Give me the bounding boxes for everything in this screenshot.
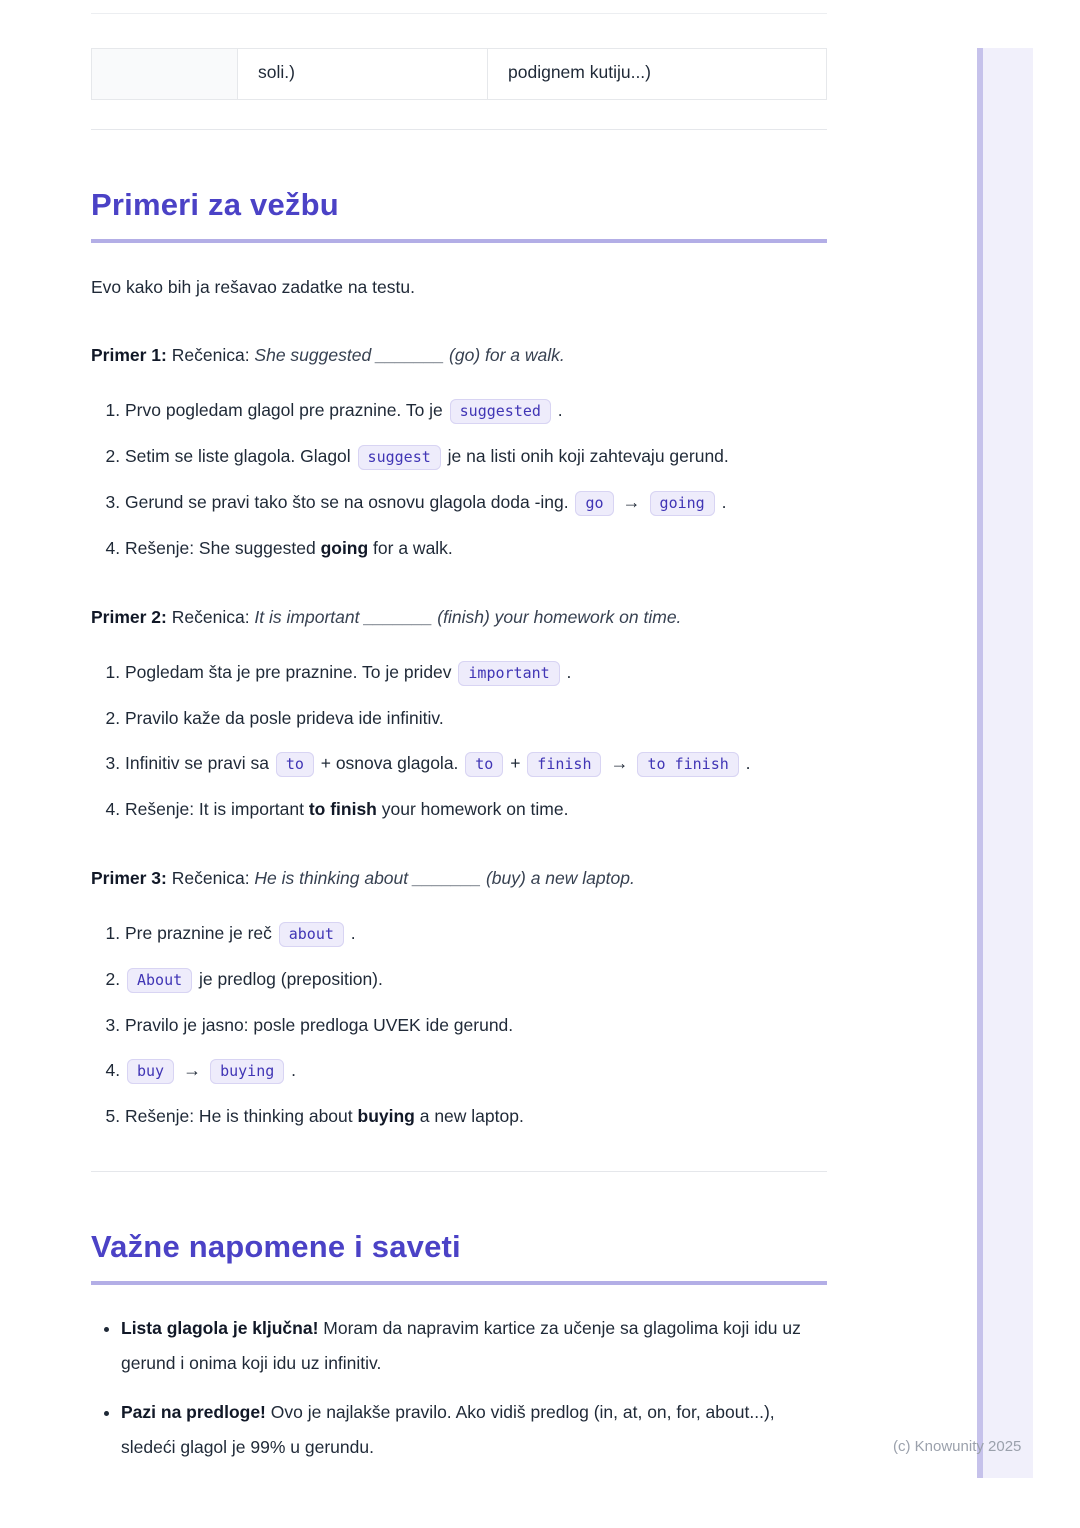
code-badge: About: [127, 968, 192, 993]
code-badge: buy: [127, 1059, 174, 1084]
code-badge: buying: [210, 1059, 284, 1084]
example-prefix: Rečenica:: [171, 345, 255, 365]
code-badge: important: [458, 661, 559, 686]
example-step: 4. Rešenje: She suggested going for a walk.: [125, 533, 827, 563]
example-label: Primer 1:: [91, 345, 172, 365]
table-cell-soli: soli.): [237, 49, 487, 99]
watermark-text: (c) Knowunity 2025: [893, 1438, 1022, 1455]
practice-section-title: Primeri za vežbu: [91, 185, 827, 243]
solution-word: buying: [357, 1106, 415, 1126]
example-step: 1. Pre praznine je reč about .: [125, 918, 827, 949]
note-item: • Lista glagola je ključna! Moram da napravim kartice za učenje sa glagolima koji idu uz gerund i onima koji idu uz infinitiv.: [121, 1311, 827, 1381]
example-block: [91, 864, 827, 1131]
example-steps-list: [91, 918, 827, 1131]
scrollbar-track[interactable]: [983, 48, 1033, 1478]
code-badge: to: [276, 752, 314, 777]
example-step: 3. Infinitiv se pravi sa to + osnova glagola. to + finish → to finish .: [125, 748, 827, 779]
section-divider: [91, 129, 827, 130]
example-label: Primer 3:: [91, 868, 172, 888]
example-step: 2. About je predlog (preposition).: [125, 964, 827, 995]
code-badge: to finish: [637, 752, 738, 777]
solution-word: going: [320, 538, 369, 558]
practice-intro-text: Evo kako bih ja rešavao zadatke na testu.: [91, 277, 415, 297]
notes-section-title: Važne napomene i saveti: [91, 1227, 827, 1285]
notes-list: [91, 1311, 827, 1465]
code-badge: suggest: [358, 445, 441, 470]
example-prefix: Rečenica:: [171, 868, 255, 888]
code-badge: go: [575, 491, 613, 516]
arrow-icon: →: [183, 1060, 202, 1080]
examples-container: [91, 341, 827, 1131]
example-block: [91, 341, 827, 563]
code-badge: to: [465, 752, 503, 777]
example-step: 1. Prvo pogledam glagol pre praznine. To je suggested .: [125, 395, 827, 426]
table-cell-podignem: podignem kutiju...): [487, 49, 827, 99]
example-step: 4. Rešenje: It is important to finish your homework on time.: [125, 794, 827, 824]
example-step: 3. Gerund se pravi tako što se na osnovu glagola doda -ing. go → going .: [125, 487, 827, 518]
code-badge: going: [650, 491, 715, 516]
example-steps-list: [91, 657, 827, 824]
code-badge: finish: [527, 752, 601, 777]
example-steps-list: [91, 395, 827, 563]
example-sentence: It is important _______ (finish) your homework on time.: [254, 607, 682, 627]
example-step: 1. Pogledam šta je pre praznine. To je pridev important .: [125, 657, 827, 688]
note-item: • Pazi na predloge! Ovo je najlakše pravilo. Ako vidiš predlog (in, at, on, for, about...), sledeći glagol je 99% u gerundu.: [121, 1395, 827, 1465]
example-step: 3. Pravilo je jasno: posle predloga UVEK ide gerund.: [125, 1010, 827, 1040]
example-step: 2. Pravilo kaže da posle prideva ide infinitiv.: [125, 703, 827, 733]
example-step: 5. Rešenje: He is thinking about buying a new laptop.: [125, 1101, 827, 1131]
code-badge: about: [279, 922, 344, 947]
example-heading: [91, 864, 827, 892]
scrollbar-thumb[interactable]: [977, 48, 983, 1478]
example-label: Primer 2:: [91, 607, 172, 627]
example-prefix: Rečenica:: [171, 607, 255, 627]
example-sentence: She suggested _______ (go) for a walk.: [254, 345, 565, 365]
example-heading: [91, 341, 827, 369]
example-sentence: He is thinking about _______ (buy) a new laptop.: [254, 868, 635, 888]
example-step: 4. buy → buying .: [125, 1055, 827, 1086]
solution-word: to finish: [308, 799, 377, 819]
arrow-icon: →: [622, 492, 641, 512]
note-bold-lead: Pazi na predloge!: [121, 1402, 266, 1422]
example-heading: [91, 603, 827, 631]
arrow-icon: →: [610, 753, 629, 773]
example-step: 2. Setim se liste glagola. Glagol suggest je na listi onih koji zahtevaju gerund.: [125, 441, 827, 472]
section-divider-2: [91, 1171, 827, 1172]
code-badge: suggested: [450, 399, 551, 424]
document-body: [91, 0, 827, 1479]
note-bold-lead: Lista glagola je ključna!: [121, 1318, 319, 1338]
example-block: [91, 603, 827, 824]
